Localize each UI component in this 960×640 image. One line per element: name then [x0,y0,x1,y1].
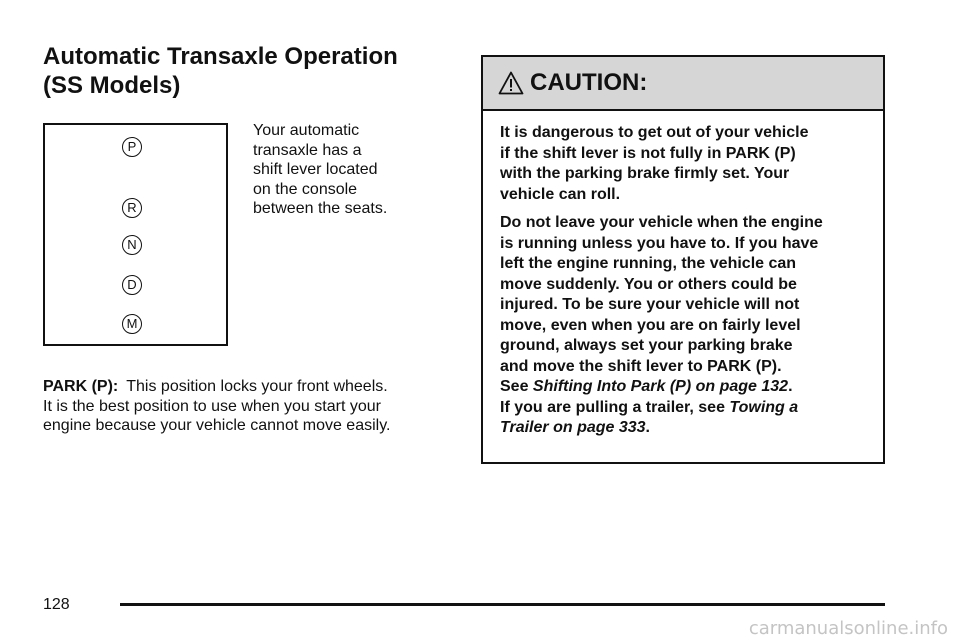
intro-line: on the console [253,180,358,198]
section-title-line-1: Automatic Transaxle Operation [43,43,398,70]
caution-header [483,57,883,111]
park-paragraph [43,377,463,436]
caution-line: It is dangerous to get out of your vehicle [500,124,809,141]
see-suffix: . [645,419,650,436]
caution-line: move, even when you are on fairly level [500,316,801,334]
see-prefix: If you are pulling a trailer, see [500,398,730,416]
see-reference-1 [500,377,869,398]
gear-position-d: D [122,275,142,295]
caution-body [483,111,883,439]
park-text: This position locks your front wheels. [126,378,388,395]
park-label: PARK (P): [43,378,119,395]
warning-triangle-icon [498,70,524,96]
caution-line: is running unless you have to. If you have [500,234,819,252]
cross-reference-link[interactable]: Towing a [729,398,799,416]
intro-line: shift lever located [253,161,378,178]
park-line-2: It is the best position to use when you start your [43,397,381,415]
see-suffix: . [788,378,793,395]
park-line-3: engine because your vehicle cannot move easily. [43,417,391,434]
see-reference-2-cont [500,418,869,439]
watermark: carmanualsonline.info [748,618,948,639]
caution-line: ground, always set your parking brake [500,337,793,354]
intro-line: Your automatic [253,122,360,139]
caution-line: injured. To be sure your vehicle will not [500,296,800,313]
gear-position-m: M [122,314,142,334]
intro-paragraph [253,121,443,219]
see-reference-2 [500,398,869,419]
shift-lever-diagram [43,123,228,346]
caution-title: CAUTION: [530,69,648,96]
caution-line: with the parking brake firmly set. Your [500,165,790,182]
caution-line: vehicle can roll. [500,185,621,203]
see-prefix: See [500,378,533,395]
caution-paragraph-1 [500,123,869,205]
park-line-1 [43,377,463,397]
intro-line: between the seats. [253,200,388,217]
caution-line: left the engine running, the vehicle can [500,255,797,272]
cross-reference-link[interactable]: Trailer on page 333 [500,419,646,436]
gear-position-r: R [122,198,142,218]
intro-line: transaxle has a [253,141,362,159]
footer-rule [120,603,885,606]
caution-line: Do not leave your vehicle when the engine [500,214,823,231]
section-title [43,42,453,100]
caution-line: if the shift lever is not fully in PARK (P) [500,144,796,162]
caution-line: move suddenly. You or others could be [500,275,797,293]
caution-paragraph-2 [500,213,869,439]
gear-position-p: P [122,137,142,157]
cross-reference-link[interactable]: Shifting Into Park (P) on page 132 [532,378,789,395]
gear-position-n: N [122,235,142,255]
section-title-line-2: (SS Models) [43,72,181,99]
caution-box [481,55,885,464]
page-number: 128 [43,596,70,613]
caution-line: and move the shift lever to PARK (P). [500,357,782,375]
